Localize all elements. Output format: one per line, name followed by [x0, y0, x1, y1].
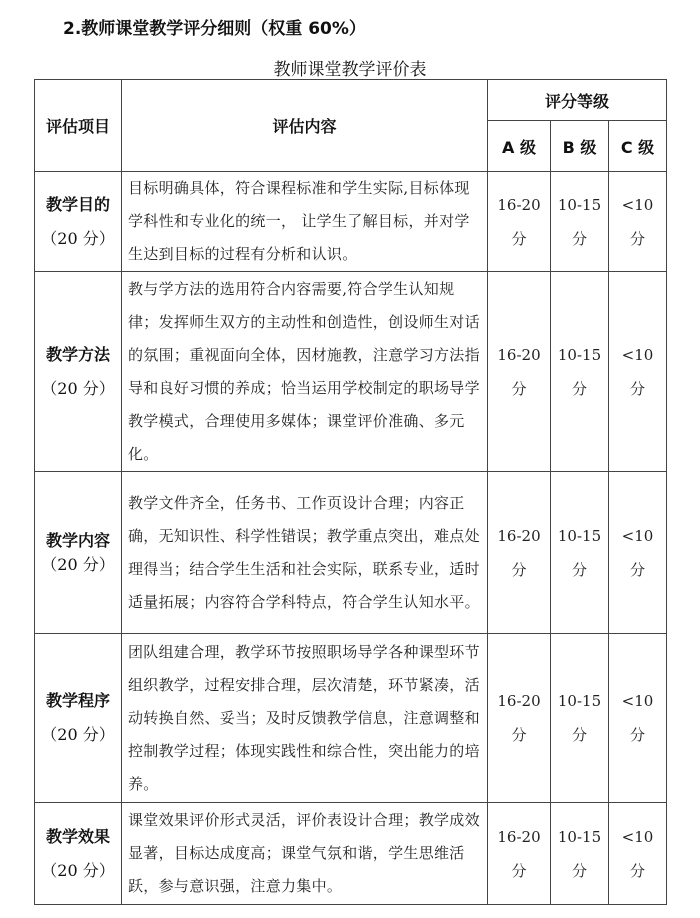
item-cell [35, 172, 122, 272]
item-score: （20 分） [41, 228, 115, 248]
grade-b-unit: 分 [571, 861, 587, 880]
grade-a-range: 16-20 [497, 526, 541, 545]
grade-b-cell [551, 172, 609, 272]
item-cell [35, 634, 122, 803]
grade-b-cell [551, 472, 609, 634]
grade-a-unit: 分 [511, 229, 527, 248]
table-row [35, 803, 667, 905]
grade-b-range: 10-15 [557, 345, 602, 364]
grade-a-unit: 分 [511, 726, 527, 744]
grade-b-unit: 分 [571, 726, 587, 744]
grade-b-cell [551, 634, 609, 803]
header-content: 评估内容 [122, 80, 488, 172]
item-name: 教学方法 [45, 344, 110, 364]
content-cell: 教与学方法的选用符合内容需要,符合学生认知规律；发挥师生双方的主动性和创造性，创设师生对话的氛围；重视面向全体，因材施教，注意学习方法指导和良好习惯的养成；恰当运用学校制定的职场导学教学模式，合理使用多媒体；课堂评价准确、多元化。 [122, 272, 488, 472]
grade-c-unit: 分 [629, 379, 645, 398]
grade-c-cell [609, 272, 667, 472]
grade-c-unit: 分 [629, 861, 645, 880]
item-cell [35, 803, 122, 905]
grade-c-unit: 分 [629, 229, 645, 248]
grade-b-range: 10-15 [557, 827, 602, 846]
grade-a-range: 16-20 [497, 195, 541, 214]
header-grade-b: B 级 [551, 121, 609, 172]
grade-c-range: <10 [621, 195, 654, 214]
grade-a-range: 16-20 [497, 692, 541, 710]
item-score: （20 分） [41, 725, 115, 744]
grade-c-cell [609, 803, 667, 905]
content-cell: 课堂效果评价形式灵活，评价表设计合理；教学成效显著，目标达成度高；课堂气氛和谐，学生思维活跃，参与意识强，注意力集中。 [122, 803, 488, 905]
table-row [35, 634, 667, 803]
grade-a-unit: 分 [511, 861, 527, 880]
item-cell [35, 272, 122, 472]
grade-c-cell [609, 472, 667, 634]
grade-b-cell [551, 272, 609, 472]
grade-a-cell [488, 803, 551, 905]
grade-b-range: 10-15 [557, 195, 602, 214]
grade-c-range: <10 [621, 692, 654, 710]
grade-a-cell [488, 472, 551, 634]
item-name: 教学效果 [45, 826, 110, 846]
item-score: （20 分） [41, 378, 115, 398]
grade-a-unit: 分 [511, 379, 527, 398]
grade-b-unit: 分 [571, 379, 587, 398]
grade-c-range: <10 [621, 345, 654, 364]
grade-b-unit: 分 [571, 560, 587, 579]
header-grade-a: A 级 [488, 121, 551, 172]
grade-a-cell [488, 634, 551, 803]
table-row [35, 272, 667, 472]
table-row [35, 172, 667, 272]
grade-a-unit: 分 [511, 560, 527, 579]
content-cell: 教学文件齐全，任务书、工作页设计合理；内容正确，无知识性、科学性错误；教学重点突出，难点处理得当；结合学生生活和社会实际，联系专业，适时适量拓展；内容符合学科特点，符合学生认知水平。 [122, 472, 488, 634]
item-name: 教学内容 [45, 530, 110, 550]
header-grade-c: C 级 [609, 121, 667, 172]
evaluation-table [34, 79, 667, 905]
grade-c-range: <10 [621, 827, 654, 846]
item-score: （20 分） [41, 860, 115, 880]
header-grade-group: 评分等级 [488, 80, 667, 121]
item-name: 教学程序 [45, 691, 110, 710]
grade-a-cell [488, 272, 551, 472]
table-row [35, 472, 667, 634]
grade-a-cell [488, 172, 551, 272]
grade-c-cell [609, 634, 667, 803]
section-title: 2.教师课堂教学评分细则（权重 60%） [63, 19, 366, 39]
item-score: （20 分） [41, 554, 115, 574]
grade-b-range: 10-15 [557, 526, 602, 545]
grade-a-range: 16-20 [497, 827, 541, 846]
grade-b-unit: 分 [571, 229, 587, 248]
grade-c-cell [609, 172, 667, 272]
content-cell: 团队组建合理，教学环节按照职场导学各种课型环节组织教学，过程安排合理，层次清楚，环节紧凑，活动转换自然、妥当；及时反馈教学信息，注意调整和控制教学过程；体现实践性和综合性，突出能力的培养。 [122, 634, 488, 803]
table-title: 教师课堂教学评价表 [273, 60, 427, 80]
grade-b-cell [551, 803, 609, 905]
content-cell: 目标明确具体，符合课程标准和学生实际,目标体现学科性和专业化的统一， 让学生了解目标，并对学生达到目标的过程有分析和认识。 [122, 172, 488, 272]
header-item: 评估项目 [35, 80, 122, 172]
grade-b-range: 10-15 [557, 692, 602, 710]
grade-c-unit: 分 [629, 560, 645, 579]
item-cell [35, 472, 122, 634]
grade-c-unit: 分 [629, 726, 645, 744]
grade-a-range: 16-20 [497, 345, 541, 364]
grade-c-range: <10 [621, 526, 654, 545]
item-name: 教学目的 [45, 194, 110, 214]
